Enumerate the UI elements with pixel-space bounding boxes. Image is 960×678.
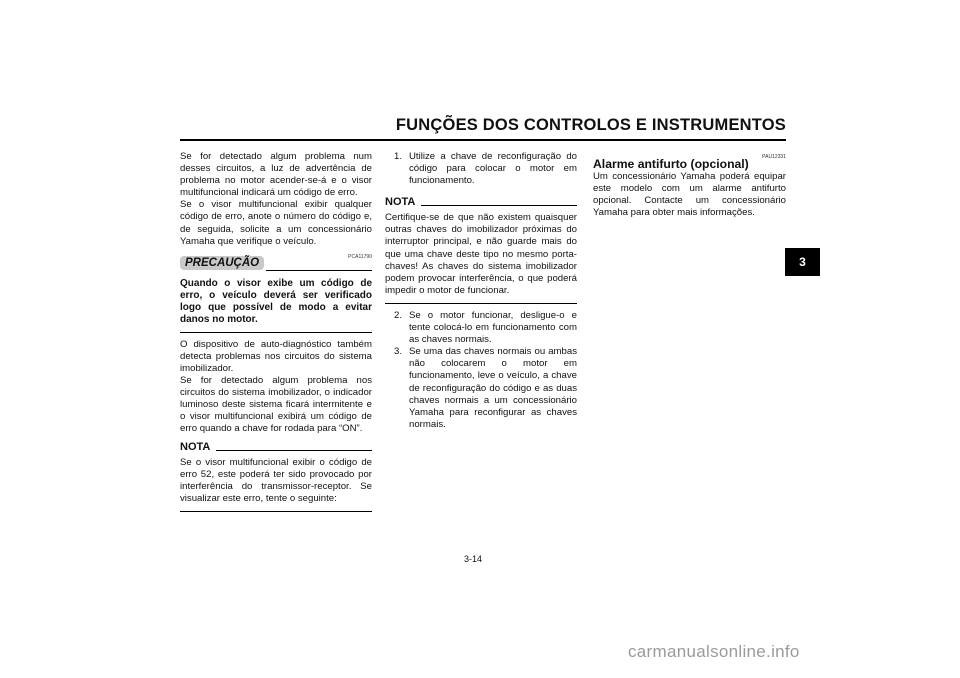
chapter-tab: 3 xyxy=(785,248,820,276)
column-3 xyxy=(593,151,786,219)
page-header-title: FUNÇÕES DOS CONTROLOS E INSTRUMENTOS xyxy=(395,116,786,134)
note-label: NOTA xyxy=(180,440,211,453)
caution-badge: PRECAUÇÃO xyxy=(180,256,264,270)
list-number: 2. xyxy=(394,309,403,321)
list-text: Utilize a chave de reconfiguração do código para colocar o motor em funcionamento. xyxy=(409,151,577,187)
section-title: Alarme antifurto (opcional) xyxy=(593,157,749,171)
watermark: carmanualsonline.info xyxy=(628,642,800,661)
caution-text: Quando o visor exibe um código de erro, o veículo deverá ser verificado logo que possível de modo a evitar danos no motor. xyxy=(180,277,372,325)
header-rule xyxy=(180,139,786,141)
list-text: Se uma das chaves normais ou ambas não colocarem o motor em funcionamento, leve o veículo, a chave de reconfiguração do código e as duas chaves normais a um concessionário Yamaha para reconfigurar as chaves normais. xyxy=(409,346,577,430)
paragraph: Se for detectado algum problema num desses circuitos, a luz de advertência de problema no motor acender-se-á e o visor multifuncional indicará um código de erro. xyxy=(180,151,372,199)
column-1 xyxy=(180,151,372,518)
list-number: 3. xyxy=(394,346,403,358)
list-item xyxy=(385,310,577,346)
note-end-rule xyxy=(385,303,577,304)
note-rule xyxy=(216,450,372,451)
list-text: Se o motor funcionar, desligue-o e tente colocá-lo em funcionamento com as chaves normais. xyxy=(409,309,577,346)
list-item xyxy=(385,346,577,431)
paragraph: Se for detectado algum problema nos circuitos do sistema imobilizador, o indicador luminoso deste sistema ficará intermitente e o visor multifuncional exibirá um código de erro quando a chave for rodada para “ON”. xyxy=(180,375,372,435)
note-label: NOTA xyxy=(385,196,416,209)
note-heading xyxy=(180,441,372,457)
caution-end-rule xyxy=(180,332,372,333)
list-item xyxy=(385,151,577,187)
paragraph: Um concessionário Yamaha poderá equipar este modelo com um alarme antifurto opcional. Contacte um concessionário Yamaha para obter mais informações. xyxy=(593,171,786,219)
section-heading xyxy=(593,151,786,171)
caution-code: PCA11790 xyxy=(348,253,372,260)
note-rule xyxy=(421,205,577,206)
caution-heading xyxy=(180,254,372,274)
note-text: Certifique-se de que não existem quaisquer outras chaves do imobilizador próximas do interruptor principal, e não guarde mais do que uma chave deste tipo no mesmo porta-chaves! As chaves do sistema imobilizador podem provocar interferência, o que poderá impedir o motor de funcionar. xyxy=(385,212,577,296)
paragraph: O dispositivo de auto-diagnóstico também detecta problemas nos circuitos do sistema imobilizador. xyxy=(180,338,372,374)
section-code: PAU12331 xyxy=(762,154,786,160)
column-2 xyxy=(385,151,577,431)
list-number: 1. xyxy=(394,151,403,162)
note-heading xyxy=(385,196,577,212)
note-end-rule xyxy=(180,511,372,512)
caution-rule xyxy=(266,270,372,271)
page-number: 3-14 xyxy=(464,554,483,564)
note-text: Se o visor multifuncional exibir o código de erro 52, este poderá ter sido provocado por interferência do transmissor-receptor. Se visualizar este erro, tente o seguinte: xyxy=(180,456,372,504)
paragraph: Se o visor multifuncional exibir qualquer código de erro, anote o número do código e, de seguida, solicite a um concessionário Yamaha que verifique o veículo. xyxy=(180,199,372,247)
